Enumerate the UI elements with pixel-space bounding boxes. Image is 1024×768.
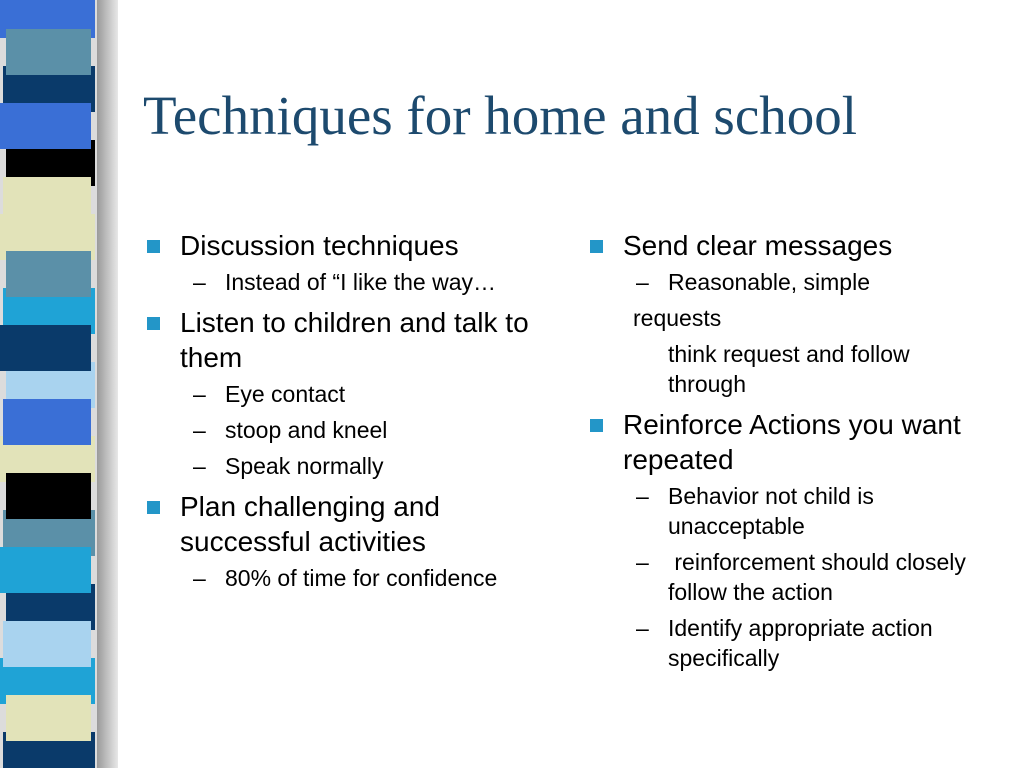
continuation-text-value: requests bbox=[633, 305, 722, 331]
continuation-text bbox=[588, 339, 993, 399]
dash-icon: – bbox=[193, 417, 206, 443]
stripe-bands bbox=[0, 0, 97, 768]
bullet-listen-to-children bbox=[145, 305, 545, 481]
sub-list bbox=[180, 563, 545, 593]
slide-title: Techniques for home and school bbox=[143, 85, 858, 146]
sub-bullet bbox=[145, 379, 545, 409]
right-column bbox=[588, 228, 993, 681]
decorative-stripe bbox=[0, 0, 118, 768]
dash-icon: – bbox=[636, 615, 649, 641]
dash-icon: – bbox=[193, 565, 206, 591]
stripe-band bbox=[0, 547, 91, 593]
dash-icon: – bbox=[193, 269, 206, 295]
sub-bullet bbox=[145, 451, 545, 481]
dash-icon: – bbox=[636, 483, 649, 509]
sub-bullet-text: Behavior not child is unacceptable bbox=[668, 483, 874, 539]
stripe-band bbox=[0, 103, 91, 149]
square-bullet-icon bbox=[147, 240, 160, 253]
bullet-text: Send clear messages bbox=[623, 230, 893, 261]
bullet-plan-activities bbox=[145, 489, 545, 593]
square-bullet-icon bbox=[147, 317, 160, 330]
bullet-text: Listen to children and talk to them bbox=[180, 307, 529, 373]
continuation-text-value: think request and follow through bbox=[668, 341, 910, 397]
sub-bullet bbox=[588, 267, 993, 297]
stripe-band bbox=[6, 473, 91, 519]
sub-bullet-text: Speak normally bbox=[225, 453, 384, 479]
sub-bullet bbox=[588, 547, 993, 607]
continuation-text bbox=[588, 303, 993, 333]
sub-bullet bbox=[145, 415, 545, 445]
stripe-band bbox=[3, 399, 91, 445]
dash-icon: – bbox=[636, 549, 649, 575]
bullet-text: Reinforce Actions you want repeated bbox=[623, 409, 961, 475]
sub-list bbox=[180, 267, 545, 297]
left-bullet-list bbox=[145, 228, 545, 593]
sub-bullet bbox=[145, 267, 545, 297]
sub-list bbox=[623, 267, 993, 399]
sub-bullet-text: Reasonable, simple bbox=[668, 269, 871, 295]
bullet-send-clear-messages bbox=[588, 228, 993, 399]
sub-bullet-text: Instead of “I like the way… bbox=[225, 269, 497, 295]
sub-bullet-text: Identify appropriate action specifically bbox=[668, 615, 933, 671]
dash-icon: – bbox=[193, 453, 206, 479]
stripe-band bbox=[3, 177, 91, 223]
dash-icon: – bbox=[193, 381, 206, 407]
sub-bullet bbox=[145, 563, 545, 593]
bullet-text: Discussion techniques bbox=[180, 230, 459, 261]
left-column bbox=[145, 228, 545, 601]
square-bullet-icon bbox=[590, 240, 603, 253]
stripe-band bbox=[6, 695, 91, 741]
sub-list bbox=[623, 481, 993, 673]
dash-icon: – bbox=[636, 269, 649, 295]
bullet-text: Plan challenging and successful activities bbox=[180, 491, 440, 557]
sub-bullet-text: Eye contact bbox=[225, 381, 346, 407]
sub-bullet-text: stoop and kneel bbox=[225, 417, 388, 443]
right-bullet-list bbox=[588, 228, 993, 673]
bullet-discussion-techniques bbox=[145, 228, 545, 297]
square-bullet-icon bbox=[147, 501, 160, 514]
sub-bullet-text: reinforcement should closely follow the action bbox=[668, 549, 973, 605]
stripe-shadow bbox=[97, 0, 118, 768]
sub-bullet bbox=[588, 481, 993, 541]
sub-bullet-text: 80% of time for confidence bbox=[225, 565, 498, 591]
stripe-band bbox=[6, 29, 91, 75]
square-bullet-icon bbox=[590, 419, 603, 432]
stripe-band bbox=[0, 325, 91, 371]
sub-bullet bbox=[588, 613, 993, 673]
sub-list bbox=[180, 379, 545, 481]
stripe-band bbox=[6, 251, 91, 297]
bullet-reinforce-actions bbox=[588, 407, 993, 673]
stripe-band bbox=[3, 621, 91, 667]
